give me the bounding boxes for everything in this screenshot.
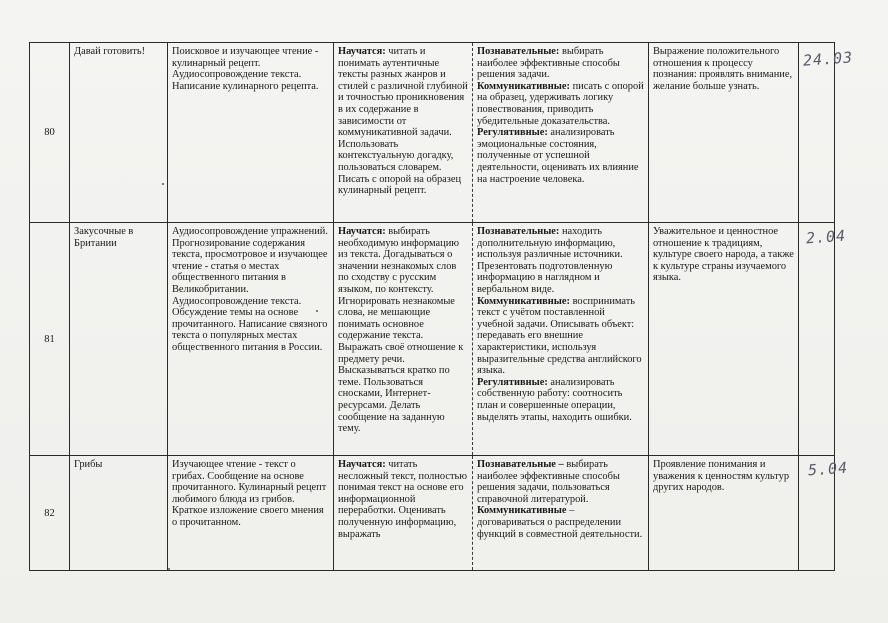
subject-results — [334, 43, 473, 223]
uud-label: Регулятивные: — [477, 127, 548, 139]
subject-results — [334, 223, 473, 456]
table-row — [30, 456, 835, 571]
lesson-activities: Поисковое и изучающее чтение - кулинарный рецепт. Аудиосопровождение текста. Написание кулинарного рецепта. — [168, 43, 334, 223]
uud-label: Коммуникативные — [477, 505, 567, 517]
uud-label: Коммуникативные: — [477, 295, 570, 307]
uud-regulatory — [477, 377, 644, 423]
uud-text: воспринимать текст с учётом поставленной учебной задачи. Описывать объект: передавать его внешние характеристики, используя выразительные средства английского языка. — [477, 295, 642, 377]
handwritten-date: 5.04 — [807, 458, 849, 480]
uud-results — [473, 456, 649, 571]
personal-results: Уважительное и ценностное отношение к традициям, культуре своего народа, а также к культуре страны изучаемого языка. — [649, 223, 799, 456]
lesson-activities: Изучающее чтение - текст о грибах. Сообщение на основе прочитанного. Кулинарный рецепт любимого блюда из грибов. Краткое изложение своего мнения о прочитанном. — [168, 456, 334, 571]
subject-text: читать несложный текст, полностью понимая текст на основе его информационной переработки. Оценивать полученную информацию, выражать — [338, 459, 468, 540]
uud-label: Регулятивные: — [477, 376, 548, 388]
personal-results: Выражение положительного отношения к процессу познания: проявлять внимание, желание больше узнать. — [649, 43, 799, 223]
subject-label: Научатся: — [338, 226, 386, 237]
uud-label: Коммуникативные: — [477, 80, 570, 92]
uud-text: анализировать собственную работу: соотносить план и совершенные операции, выделять этапы, находить ошибки. — [477, 376, 632, 423]
scan-speck — [168, 568, 170, 570]
lesson-number: 82 — [30, 456, 70, 571]
uud-cognitive — [477, 46, 644, 81]
subject-text: выбирать необходимую информацию из текста. Догадываться о значении незнакомых слов по сходству с русским языком, по контексту. Игнорировать незнакомые слова, не мешающие понимать основное содержание текста. Выражать своё отношение к предмету речи. Высказываться кратко по теме. Пользоваться сносками, Интернет-ресурсами. Делать сообщение на заданную тему. — [338, 226, 464, 435]
uud-text: выбирать наиболее эффективные способы решения задачи. — [477, 46, 620, 81]
uud-text: писать с опорой на образец, удерживать логику повествования, приводить убедительные доказательства. — [477, 80, 644, 127]
lesson-number: 80 — [30, 43, 70, 223]
subject-label: Научатся: — [338, 46, 386, 57]
handwritten-date: 24.03 — [802, 48, 854, 70]
uud-communicative — [477, 296, 644, 377]
lesson-plan-table — [29, 42, 835, 571]
lesson-topic: Грибы — [70, 456, 168, 571]
uud-regulatory — [477, 127, 644, 185]
scan-speck — [316, 310, 318, 312]
scan-speck — [162, 183, 164, 185]
uud-communicative — [477, 505, 644, 540]
lesson-number: 81 — [30, 223, 70, 456]
personal-results: Проявление понимания и уважения к ценностям культур других народов. — [649, 456, 799, 571]
uud-text: выбирать наиболее эффективные способы решения задачи, пользоваться справочной литературой. — [477, 459, 620, 505]
table-row — [30, 223, 835, 456]
subject-label: Научатся: — [338, 459, 386, 470]
table-row — [30, 43, 835, 223]
uud-label: Познавательные – — [477, 459, 564, 470]
uud-communicative — [477, 81, 644, 127]
handwritten-date: 2.04 — [805, 226, 847, 248]
subject-results — [334, 456, 473, 571]
lesson-topic: Давай готовить! — [70, 43, 168, 223]
uud-results — [473, 43, 649, 223]
uud-label: Познавательные: — [477, 46, 560, 57]
subject-text: читать и понимать аутентичные тексты разных жанров и стилей с различной глубиной и точностью проникновения в их содержание в зависимости от коммуникативной задачи. Использовать контекстуальную догадку, пользоваться словарем. Писать с опорой на образец кулинарный рецепт. — [338, 46, 468, 197]
uud-cognitive — [477, 226, 644, 296]
uud-text: находить дополнительную информацию, используя различные источники. Презентовать подготовленную информацию в наглядном и вербальном виде. — [477, 226, 623, 295]
uud-text: анализировать эмоциональные состояния, полученные от успешной деятельности, оценивать их влияние на настроение человека. — [477, 127, 639, 185]
uud-text: – договариваться о распределении функций в совместной деятельности. — [477, 505, 643, 540]
uud-results — [473, 223, 649, 456]
lesson-activities: Аудиосопровождение упражнений. Прогнозирование содержания текста, просмотровое и изучающее чтение - статья о местах общественного питания в Великобритании. Аудиосопровождение текста. Обсуждение темы на основе прочитанного. Написание связного текста о популярных местах общественного питания в России. — [168, 223, 334, 456]
date-cell — [799, 223, 835, 456]
uud-label: Познавательные: — [477, 226, 560, 237]
lesson-topic: Закусочные в Британии — [70, 223, 168, 456]
uud-cognitive — [477, 459, 644, 505]
